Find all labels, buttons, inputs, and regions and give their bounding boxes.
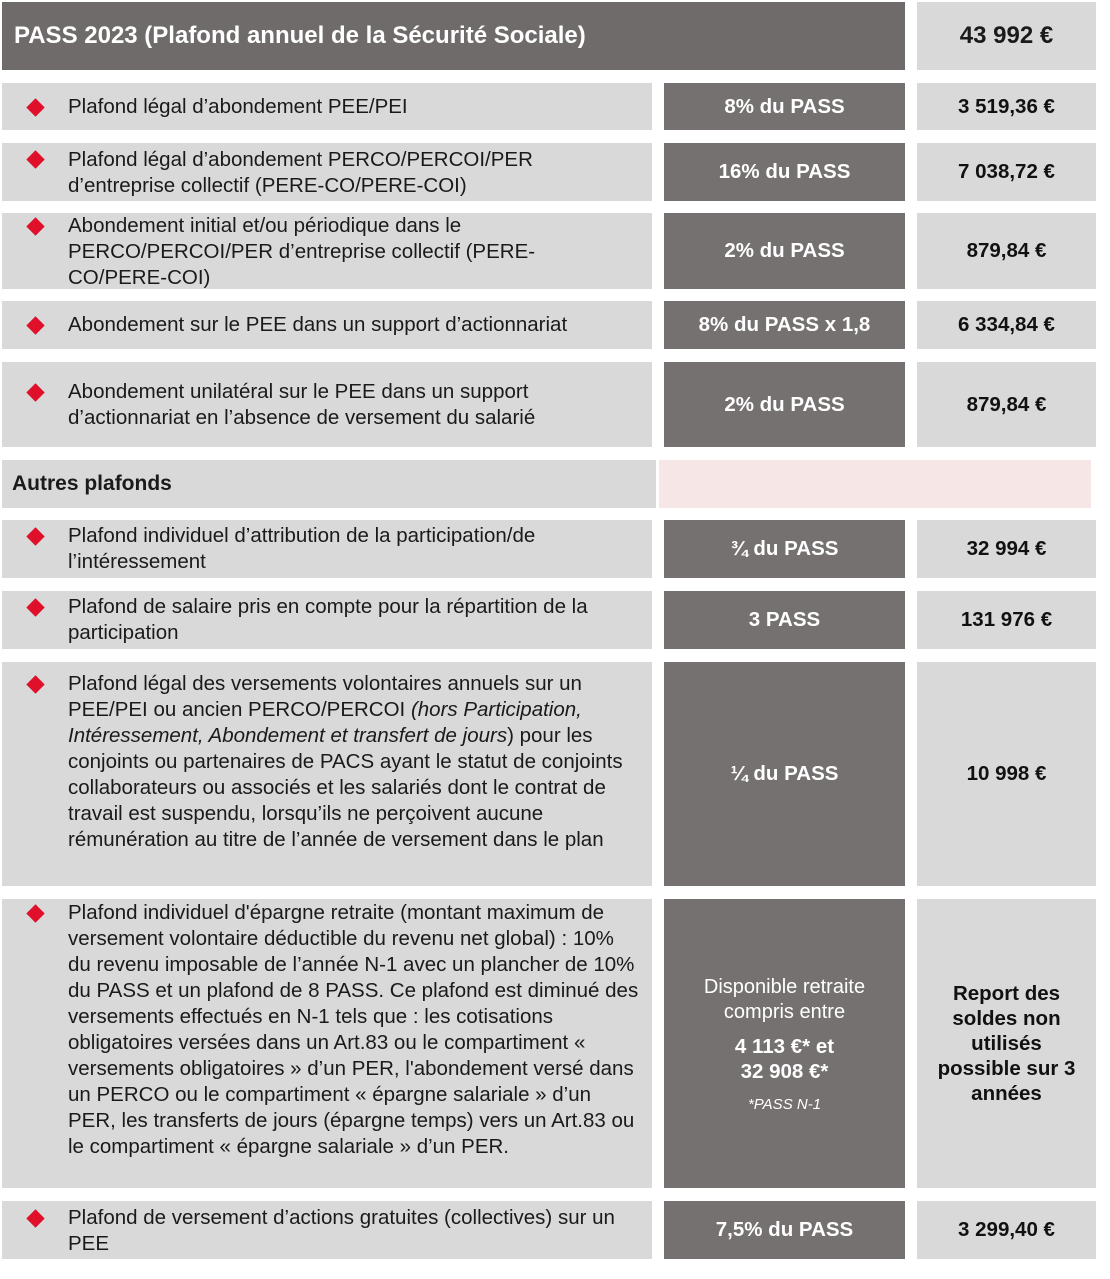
row-label xyxy=(2,520,652,578)
diamond-bullet-icon xyxy=(26,150,44,168)
row-value-text: 10 998 € xyxy=(966,762,1047,785)
row-label-text: Plafond légal d’abondement PERCO/PERCOI/PER d’entreprise collectif (PERE-CO/PERE-COI) xyxy=(68,148,533,197)
row-rate xyxy=(664,301,905,349)
header-value-text: 43 992 € xyxy=(959,22,1054,49)
row-rate xyxy=(664,520,905,578)
retraite-rate-text: Disponible retraite compris entre xyxy=(703,975,866,1023)
row-rate xyxy=(664,213,905,289)
row-label-text-part2: ) pour les conjoints ou partenaires de PACS ayant le statut de conjoints collaborateurs ou associés et les salariés dont le contrat de travail est suspendu, lorsqu’ils ne perçoivent aucune rémunération au titre de l’année de versement dans le plan xyxy=(68,724,623,851)
section-filler xyxy=(659,460,1091,508)
row-label xyxy=(2,213,652,289)
row-value-text: 879,84 € xyxy=(966,392,1047,416)
diamond-bullet-icon xyxy=(26,316,44,334)
row-value xyxy=(917,362,1096,447)
row-label xyxy=(2,301,652,349)
row-value-text: 879,84 € xyxy=(966,239,1047,262)
row-rate-text: ¾ du PASS xyxy=(730,537,839,560)
row-label-text-italic: (hors Participation, Intéressement, Abondement et transfert de jours xyxy=(68,698,582,747)
row-rate-text: ¼ du PASS xyxy=(730,762,839,785)
header-title-text: PASS 2023 (Plafond annuel de la Sécurité Sociale) xyxy=(14,22,586,49)
row-value-text: 7 038,72 € xyxy=(958,160,1055,183)
row-rate xyxy=(664,591,905,649)
row-value xyxy=(917,301,1096,349)
row-value xyxy=(917,83,1096,130)
row-label xyxy=(2,143,652,201)
header-value xyxy=(917,2,1096,70)
diamond-bullet-icon xyxy=(26,98,44,116)
row-label-text: Plafond individuel d'épargne retraite (montant maximum de versement volontaire déductible du revenu net global) : 10% du revenu imposable de l’année N-1 avec un plancher de 10% du PASS et un plafond de 8 PASS. Ce plafond est diminué des versements effectués en N-1 tels que : les cotisations obligatoires versées dans un Art.83 ou le compartiment « versements obligatoires » d’un PER, l'abondement versé dans un PERCO ou le compartiment « épargne salariale » d’un PER, les transferts de jours (épargne temps) vers un Art.83 ou le compartiment « épargne salariale » d’un PER. xyxy=(68,901,639,1158)
row-label-text: Plafond de salaire pris en compte pour la répartition de la participation xyxy=(68,595,588,644)
row-label xyxy=(2,1201,652,1259)
diamond-bullet-icon xyxy=(26,383,44,401)
row-value-text: 3 299,40 € xyxy=(958,1218,1055,1241)
row-label-text: Abondement sur le PEE dans un support d’actionnariat xyxy=(68,313,568,336)
row-value-text: Report des soldes non utilisés possible sur 3 années xyxy=(937,982,1076,1105)
row-label-text-part1: Plafond légal des versements volontaires annuels sur un PEE/PEI ou ancien PERCO/PERCOI xyxy=(68,672,582,721)
row-label-text: Abondement initial et/ou périodique dans le PERCO/PERCOI/PER d’entreprise collectif (PERE-CO/PERE-COI) xyxy=(68,214,536,289)
retraite-rate-amount: 4 113 €* et 32 908 €* xyxy=(734,1034,835,1083)
row-value-text: 32 994 € xyxy=(966,537,1047,560)
row-label-text: Plafond individuel d’attribution de la participation/de l’intéressement xyxy=(68,524,536,573)
row-label xyxy=(2,899,652,1188)
row-rate xyxy=(664,662,905,886)
row-rate-text: 7,5% du PASS xyxy=(715,1218,854,1241)
retraite-rate-note: *PASS N-1 xyxy=(747,1095,822,1113)
row-rate-text: 8% du PASS xyxy=(724,94,845,118)
row-label-text xyxy=(68,671,642,853)
row-label-text: Plafond de versement d’actions gratuites (collectives) sur un PEE xyxy=(68,1206,615,1255)
diamond-bullet-icon xyxy=(26,598,44,616)
row-label-text: Plafond légal d’abondement PEE/PEI xyxy=(68,94,408,118)
diamond-bullet-icon xyxy=(26,527,44,545)
row-rate xyxy=(664,83,905,130)
row-value xyxy=(917,1201,1096,1259)
row-value-text: 3 519,36 € xyxy=(958,94,1055,118)
diamond-bullet-icon xyxy=(26,1209,44,1227)
row-rate xyxy=(664,1201,905,1259)
row-label xyxy=(2,83,652,130)
row-value xyxy=(917,662,1096,886)
row-value xyxy=(917,143,1096,201)
row-rate-text: 3 PASS xyxy=(748,608,821,631)
row-rate xyxy=(664,362,905,447)
header-title xyxy=(2,2,905,70)
row-rate xyxy=(664,143,905,201)
section-title xyxy=(2,460,656,508)
row-rate-text: 8% du PASS x 1,8 xyxy=(698,313,871,336)
row-value xyxy=(917,591,1096,649)
row-value xyxy=(917,213,1096,289)
row-label xyxy=(2,362,652,447)
row-rate xyxy=(664,899,905,1188)
row-value-text: 131 976 € xyxy=(960,608,1053,631)
row-rate-text: 2% du PASS xyxy=(724,392,845,416)
row-rate-text: 2% du PASS xyxy=(724,239,845,262)
row-value xyxy=(917,899,1096,1188)
diamond-bullet-icon xyxy=(26,217,44,235)
row-rate-text: 16% du PASS xyxy=(718,160,851,183)
diamond-bullet-icon xyxy=(26,904,44,922)
diamond-bullet-icon xyxy=(26,675,44,693)
row-label xyxy=(2,662,652,886)
section-title-text: Autres plafonds xyxy=(12,472,172,495)
row-value-text: 6 334,84 € xyxy=(958,313,1055,336)
row-label-text: Abondement unilatéral sur le PEE dans un support d’actionnariat en l’absence de versement du salarié xyxy=(68,380,536,429)
row-value xyxy=(917,520,1096,578)
row-label xyxy=(2,591,652,649)
